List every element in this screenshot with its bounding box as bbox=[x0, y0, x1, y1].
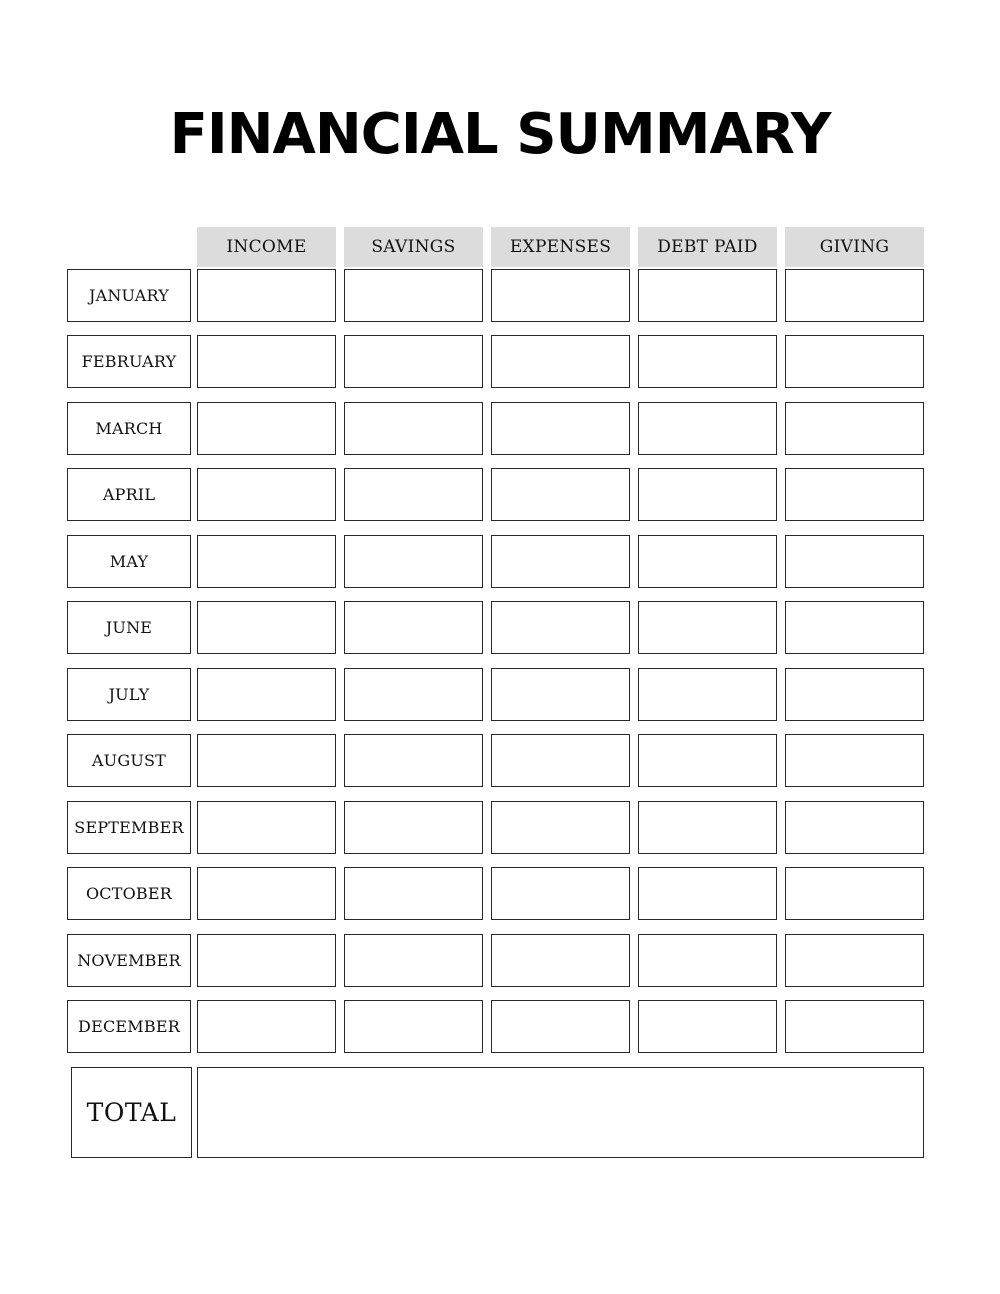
entry-cell-june-income[interactable] bbox=[197, 601, 336, 654]
month-label-february: FEBRUARY bbox=[67, 335, 191, 388]
entry-cell-august-savings[interactable] bbox=[344, 734, 483, 787]
column-header-savings: SAVINGS bbox=[344, 227, 483, 267]
entry-cell-april-income[interactable] bbox=[197, 468, 336, 521]
entry-cell-december-savings[interactable] bbox=[344, 1000, 483, 1053]
entry-cell-february-debt-paid[interactable] bbox=[638, 335, 777, 388]
month-label-september: SEPTEMBER bbox=[67, 801, 191, 854]
entry-cell-october-income[interactable] bbox=[197, 867, 336, 920]
entry-cell-june-debt-paid[interactable] bbox=[638, 601, 777, 654]
entry-cell-february-giving[interactable] bbox=[785, 335, 924, 388]
entry-cell-april-expenses[interactable] bbox=[491, 468, 630, 521]
entry-cell-july-savings[interactable] bbox=[344, 668, 483, 721]
entry-cell-january-income[interactable] bbox=[197, 269, 336, 322]
entry-cell-december-debt-paid[interactable] bbox=[638, 1000, 777, 1053]
entry-cell-september-expenses[interactable] bbox=[491, 801, 630, 854]
entry-cell-february-income[interactable] bbox=[197, 335, 336, 388]
entry-cell-april-giving[interactable] bbox=[785, 468, 924, 521]
month-label-may: MAY bbox=[67, 535, 191, 588]
entry-cell-october-expenses[interactable] bbox=[491, 867, 630, 920]
entry-cell-december-expenses[interactable] bbox=[491, 1000, 630, 1053]
entry-cell-march-expenses[interactable] bbox=[491, 402, 630, 455]
entry-cell-december-income[interactable] bbox=[197, 1000, 336, 1053]
entry-cell-september-income[interactable] bbox=[197, 801, 336, 854]
entry-cell-september-savings[interactable] bbox=[344, 801, 483, 854]
entry-cell-august-income[interactable] bbox=[197, 734, 336, 787]
entry-cell-november-debt-paid[interactable] bbox=[638, 934, 777, 987]
entry-cell-may-debt-paid[interactable] bbox=[638, 535, 777, 588]
entry-cell-january-savings[interactable] bbox=[344, 269, 483, 322]
month-label-october: OCTOBER bbox=[67, 867, 191, 920]
entry-cell-may-savings[interactable] bbox=[344, 535, 483, 588]
entry-cell-january-debt-paid[interactable] bbox=[638, 269, 777, 322]
column-header-income: INCOME bbox=[197, 227, 336, 267]
entry-cell-december-giving[interactable] bbox=[785, 1000, 924, 1053]
entry-cell-october-savings[interactable] bbox=[344, 867, 483, 920]
page-title: FINANCIAL SUMMARY bbox=[169, 102, 831, 167]
entry-cell-january-giving[interactable] bbox=[785, 269, 924, 322]
entry-cell-january-expenses[interactable] bbox=[491, 269, 630, 322]
entry-cell-november-savings[interactable] bbox=[344, 934, 483, 987]
entry-cell-august-debt-paid[interactable] bbox=[638, 734, 777, 787]
entry-cell-october-giving[interactable] bbox=[785, 867, 924, 920]
entry-cell-july-income[interactable] bbox=[197, 668, 336, 721]
column-header-giving: GIVING bbox=[785, 227, 924, 267]
column-header-expenses: EXPENSES bbox=[491, 227, 630, 267]
entry-cell-march-income[interactable] bbox=[197, 402, 336, 455]
entry-cell-november-income[interactable] bbox=[197, 934, 336, 987]
entry-cell-august-giving[interactable] bbox=[785, 734, 924, 787]
month-label-july: JULY bbox=[67, 668, 191, 721]
entry-cell-march-debt-paid[interactable] bbox=[638, 402, 777, 455]
month-label-january: JANUARY bbox=[67, 269, 191, 322]
entry-cell-february-savings[interactable] bbox=[344, 335, 483, 388]
entry-cell-april-debt-paid[interactable] bbox=[638, 468, 777, 521]
column-header-debt-paid: DEBT PAID bbox=[638, 227, 777, 267]
entry-cell-march-giving[interactable] bbox=[785, 402, 924, 455]
entry-cell-november-expenses[interactable] bbox=[491, 934, 630, 987]
month-label-august: AUGUST bbox=[67, 734, 191, 787]
entry-cell-may-income[interactable] bbox=[197, 535, 336, 588]
entry-cell-september-debt-paid[interactable] bbox=[638, 801, 777, 854]
entry-cell-july-giving[interactable] bbox=[785, 668, 924, 721]
month-label-april: APRIL bbox=[67, 468, 191, 521]
entry-cell-march-savings[interactable] bbox=[344, 402, 483, 455]
entry-cell-may-expenses[interactable] bbox=[491, 535, 630, 588]
entry-cell-february-expenses[interactable] bbox=[491, 335, 630, 388]
month-label-march: MARCH bbox=[67, 402, 191, 455]
month-label-november: NOVEMBER bbox=[67, 934, 191, 987]
entry-cell-july-debt-paid[interactable] bbox=[638, 668, 777, 721]
entry-cell-july-expenses[interactable] bbox=[491, 668, 630, 721]
entry-cell-september-giving[interactable] bbox=[785, 801, 924, 854]
entry-cell-april-savings[interactable] bbox=[344, 468, 483, 521]
entry-cell-october-debt-paid[interactable] bbox=[638, 867, 777, 920]
entry-cell-june-giving[interactable] bbox=[785, 601, 924, 654]
total-label: TOTAL bbox=[71, 1067, 192, 1158]
entry-cell-june-savings[interactable] bbox=[344, 601, 483, 654]
month-label-june: JUNE bbox=[67, 601, 191, 654]
entry-cell-june-expenses[interactable] bbox=[491, 601, 630, 654]
month-label-december: DECEMBER bbox=[67, 1000, 191, 1053]
total-input-cell[interactable] bbox=[197, 1067, 924, 1158]
entry-cell-may-giving[interactable] bbox=[785, 535, 924, 588]
entry-cell-august-expenses[interactable] bbox=[491, 734, 630, 787]
entry-cell-november-giving[interactable] bbox=[785, 934, 924, 987]
